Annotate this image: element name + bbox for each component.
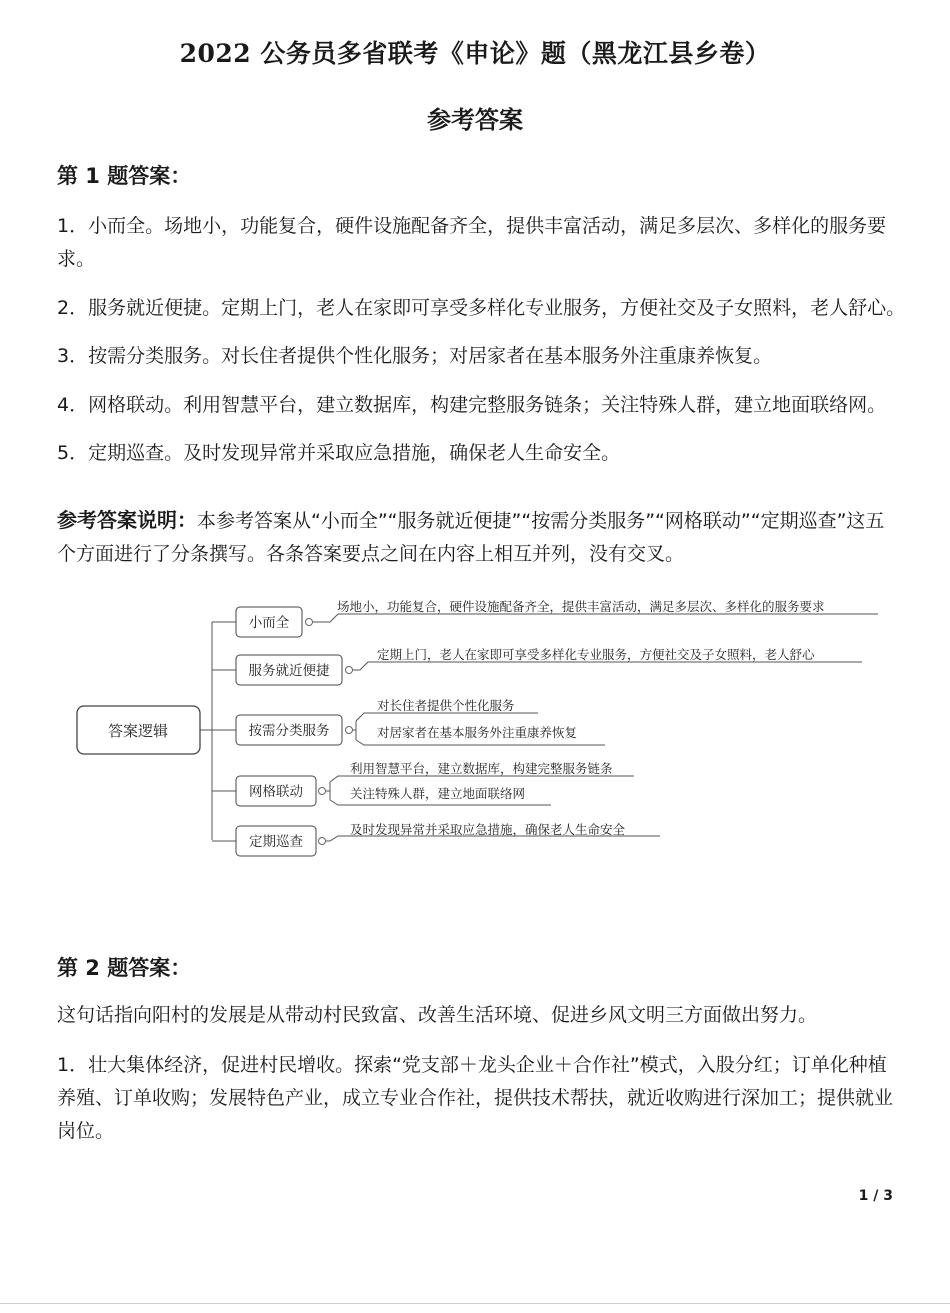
mindmap-leaf-text: 关注特殊人群，建立地面联络网: [350, 786, 526, 801]
mindmap-leaf-line: [310, 614, 878, 622]
answer-logic-mindmap: [0, 590, 950, 870]
mindmap-node-dot: [306, 619, 313, 626]
q1-note: [57, 504, 892, 571]
q2-item-1: 1．壮大集体经济，促进村民增收。探索“党支部＋龙头企业＋合作社”模式，入股分红；订单化种植养殖、订单收购；发展特色产业，成立专业合作社，提供技术帮扶，就近收购进行深加工；提供就业岗位。: [57, 1054, 894, 1142]
mindmap-branch-label: 服务就近便捷: [248, 663, 330, 679]
q1-item-4: 4．网格联动。利用智慧平台，建立数据库，构建完整服务链条；关注特殊人群，建立地面联络网。: [57, 394, 887, 416]
mindmap-node-dot: [346, 667, 353, 674]
mindmap-node-dot: [319, 788, 326, 795]
q1-item-1: 1．小而全。场地小，功能复合，硬件设施配备齐全，提供丰富活动，满足多层次、多样化的服务要求。: [57, 215, 887, 270]
mindmap-branch-label: 小而全: [248, 615, 290, 631]
mindmap-leaf-text: 场地小，功能复合，硬件设施配备齐全，提供丰富活动，满足多层次、多样化的服务要求: [337, 599, 825, 614]
document-subtitle: 参考答案: [427, 105, 523, 134]
mindmap-node-dot: [319, 838, 326, 845]
q1-note-text: 本参考答案从“小而全”“服务就近便捷”“按需分类服务”“网格联动”“定期巡查”这五个方面进行了分条撰写。各条答案要点之间在内容上相互并列，没有交叉。: [57, 510, 885, 565]
document-title: 2022 公务员多省联考《申论》题（黑龙江县乡卷）: [179, 39, 771, 68]
page-number: 1 / 3: [858, 1188, 893, 1204]
mindmap-root-label: 答案逻辑: [107, 722, 169, 740]
q1-item-3: 3．按需分类服务。对长住者提供个性化服务；对居家者在基本服务外注重康养恢复。: [57, 345, 773, 367]
q1-note-label: 参考答案说明：: [57, 508, 197, 532]
mindmap-leaf-text: 利用智慧平台，建立数据库，构建完整服务链条: [350, 761, 613, 776]
mindmap-branch-label: 按需分类服务: [248, 723, 330, 739]
mindmap-node-dot: [346, 727, 353, 734]
q1-item-2: 2．服务就近便捷。定期上门，老人在家即可享受多样化专业服务，方便社交及子女照料，老人舒心。: [57, 297, 906, 319]
mindmap-branch-label: 定期巡查: [249, 834, 303, 850]
page-bottom-divider: [0, 1303, 950, 1304]
q2-heading: 第 2 题答案：: [57, 956, 192, 980]
mindmap-branch-label: 网格联动: [249, 784, 303, 800]
q2-intro: 这句话指向阳村的发展是从带动村民致富、改善生活环境、促进乡风文明三方面做出努力。: [57, 1004, 818, 1026]
mindmap-trunk: [200, 622, 212, 840]
q1-heading: 第 1 题答案：: [57, 164, 192, 188]
mindmap-leaf-text: 定期上门，老人在家即可享受多样化专业服务，方便社交及子女照料，老人舒心: [377, 647, 815, 662]
mindmap-leaf-line: [350, 662, 862, 670]
mindmap-leaf-text: 对长住者提供个性化服务: [377, 698, 515, 713]
mindmap-leaf-text: 及时发现异常并采取应急措施，确保老人生命安全: [350, 822, 626, 837]
mindmap-leaf-text: 对居家者在基本服务外注重康养恢复: [377, 725, 578, 740]
q1-item-5: 5．定期巡查。及时发现异常并采取应急措施，确保老人生命安全。: [57, 442, 621, 464]
